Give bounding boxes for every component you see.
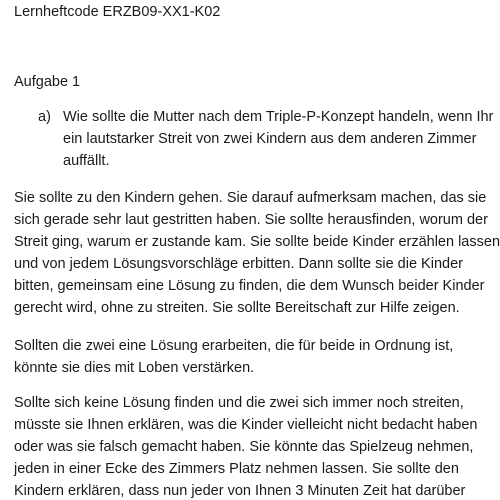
paragraph-line: jeden in einer Ecke des Zimmers Platz nehmen lassen. Sie sollte den <box>14 461 459 477</box>
paragraph-line: könnte sie dies mit Loben verstärken. <box>14 360 255 376</box>
paragraph-line: oder was sie falsch gemacht haben. Sie könnte das Spielzeug nehmen, <box>14 439 474 455</box>
paragraph-line: sich gerade sehr laut gestritten haben. Sie sollte herausfinden, worum der <box>14 212 488 228</box>
question-line: auffällt. <box>63 153 110 169</box>
paragraph-line: bitten, gemeinsam eine Lösung zu finden, die dem Wunsch beider Kinder <box>14 278 485 294</box>
task-title: Aufgabe 1 <box>14 74 81 90</box>
paragraph-line: Sollten die zwei eine Lösung erarbeiten, die für beide in Ordnung ist, <box>14 338 454 354</box>
answer-paragraph-3 <box>14 392 498 500</box>
paragraph-line: müsste sie Ihnen erklären, was die Kinder vielleicht nicht bedacht haben <box>14 417 478 433</box>
paragraph-line: Sollte sich keine Lösung finden und die zwei sich immer noch streiten, <box>14 395 464 411</box>
question-line: ein lautstarker Streit von zwei Kindern aus dem anderen Zimmer <box>63 131 477 147</box>
question-text <box>63 106 499 172</box>
paragraph-line: und von jedem Lösungsvorschläge erbitten. Dann sollte sie die Kinder <box>14 256 463 272</box>
lernheft-code: Lernheftcode ERZB09-XX1-K02 <box>14 4 221 20</box>
paragraph-line: Streit ging, warum er zustande kam. Sie sollte beide Kinder erzählen lassen <box>14 234 500 250</box>
answer-paragraph-1 <box>14 187 498 319</box>
paragraph-line: Kindern erklären, dass nun jeder von Ihnen 3 Minuten Zeit hat darüber <box>14 483 466 499</box>
question-marker: a) <box>38 109 51 125</box>
paragraph-line: Sie sollte zu den Kindern gehen. Sie darauf aufmerksam machen, das sie <box>14 190 487 206</box>
paragraph-line: gerecht wird, ohne zu streiten. Sie sollte Bereitschaft zur Hilfe zeigen. <box>14 300 460 316</box>
question-line: Wie sollte die Mutter nach dem Triple-P-Konzept handeln, wenn Ihr <box>63 109 494 125</box>
answer-paragraph-2 <box>14 335 498 379</box>
